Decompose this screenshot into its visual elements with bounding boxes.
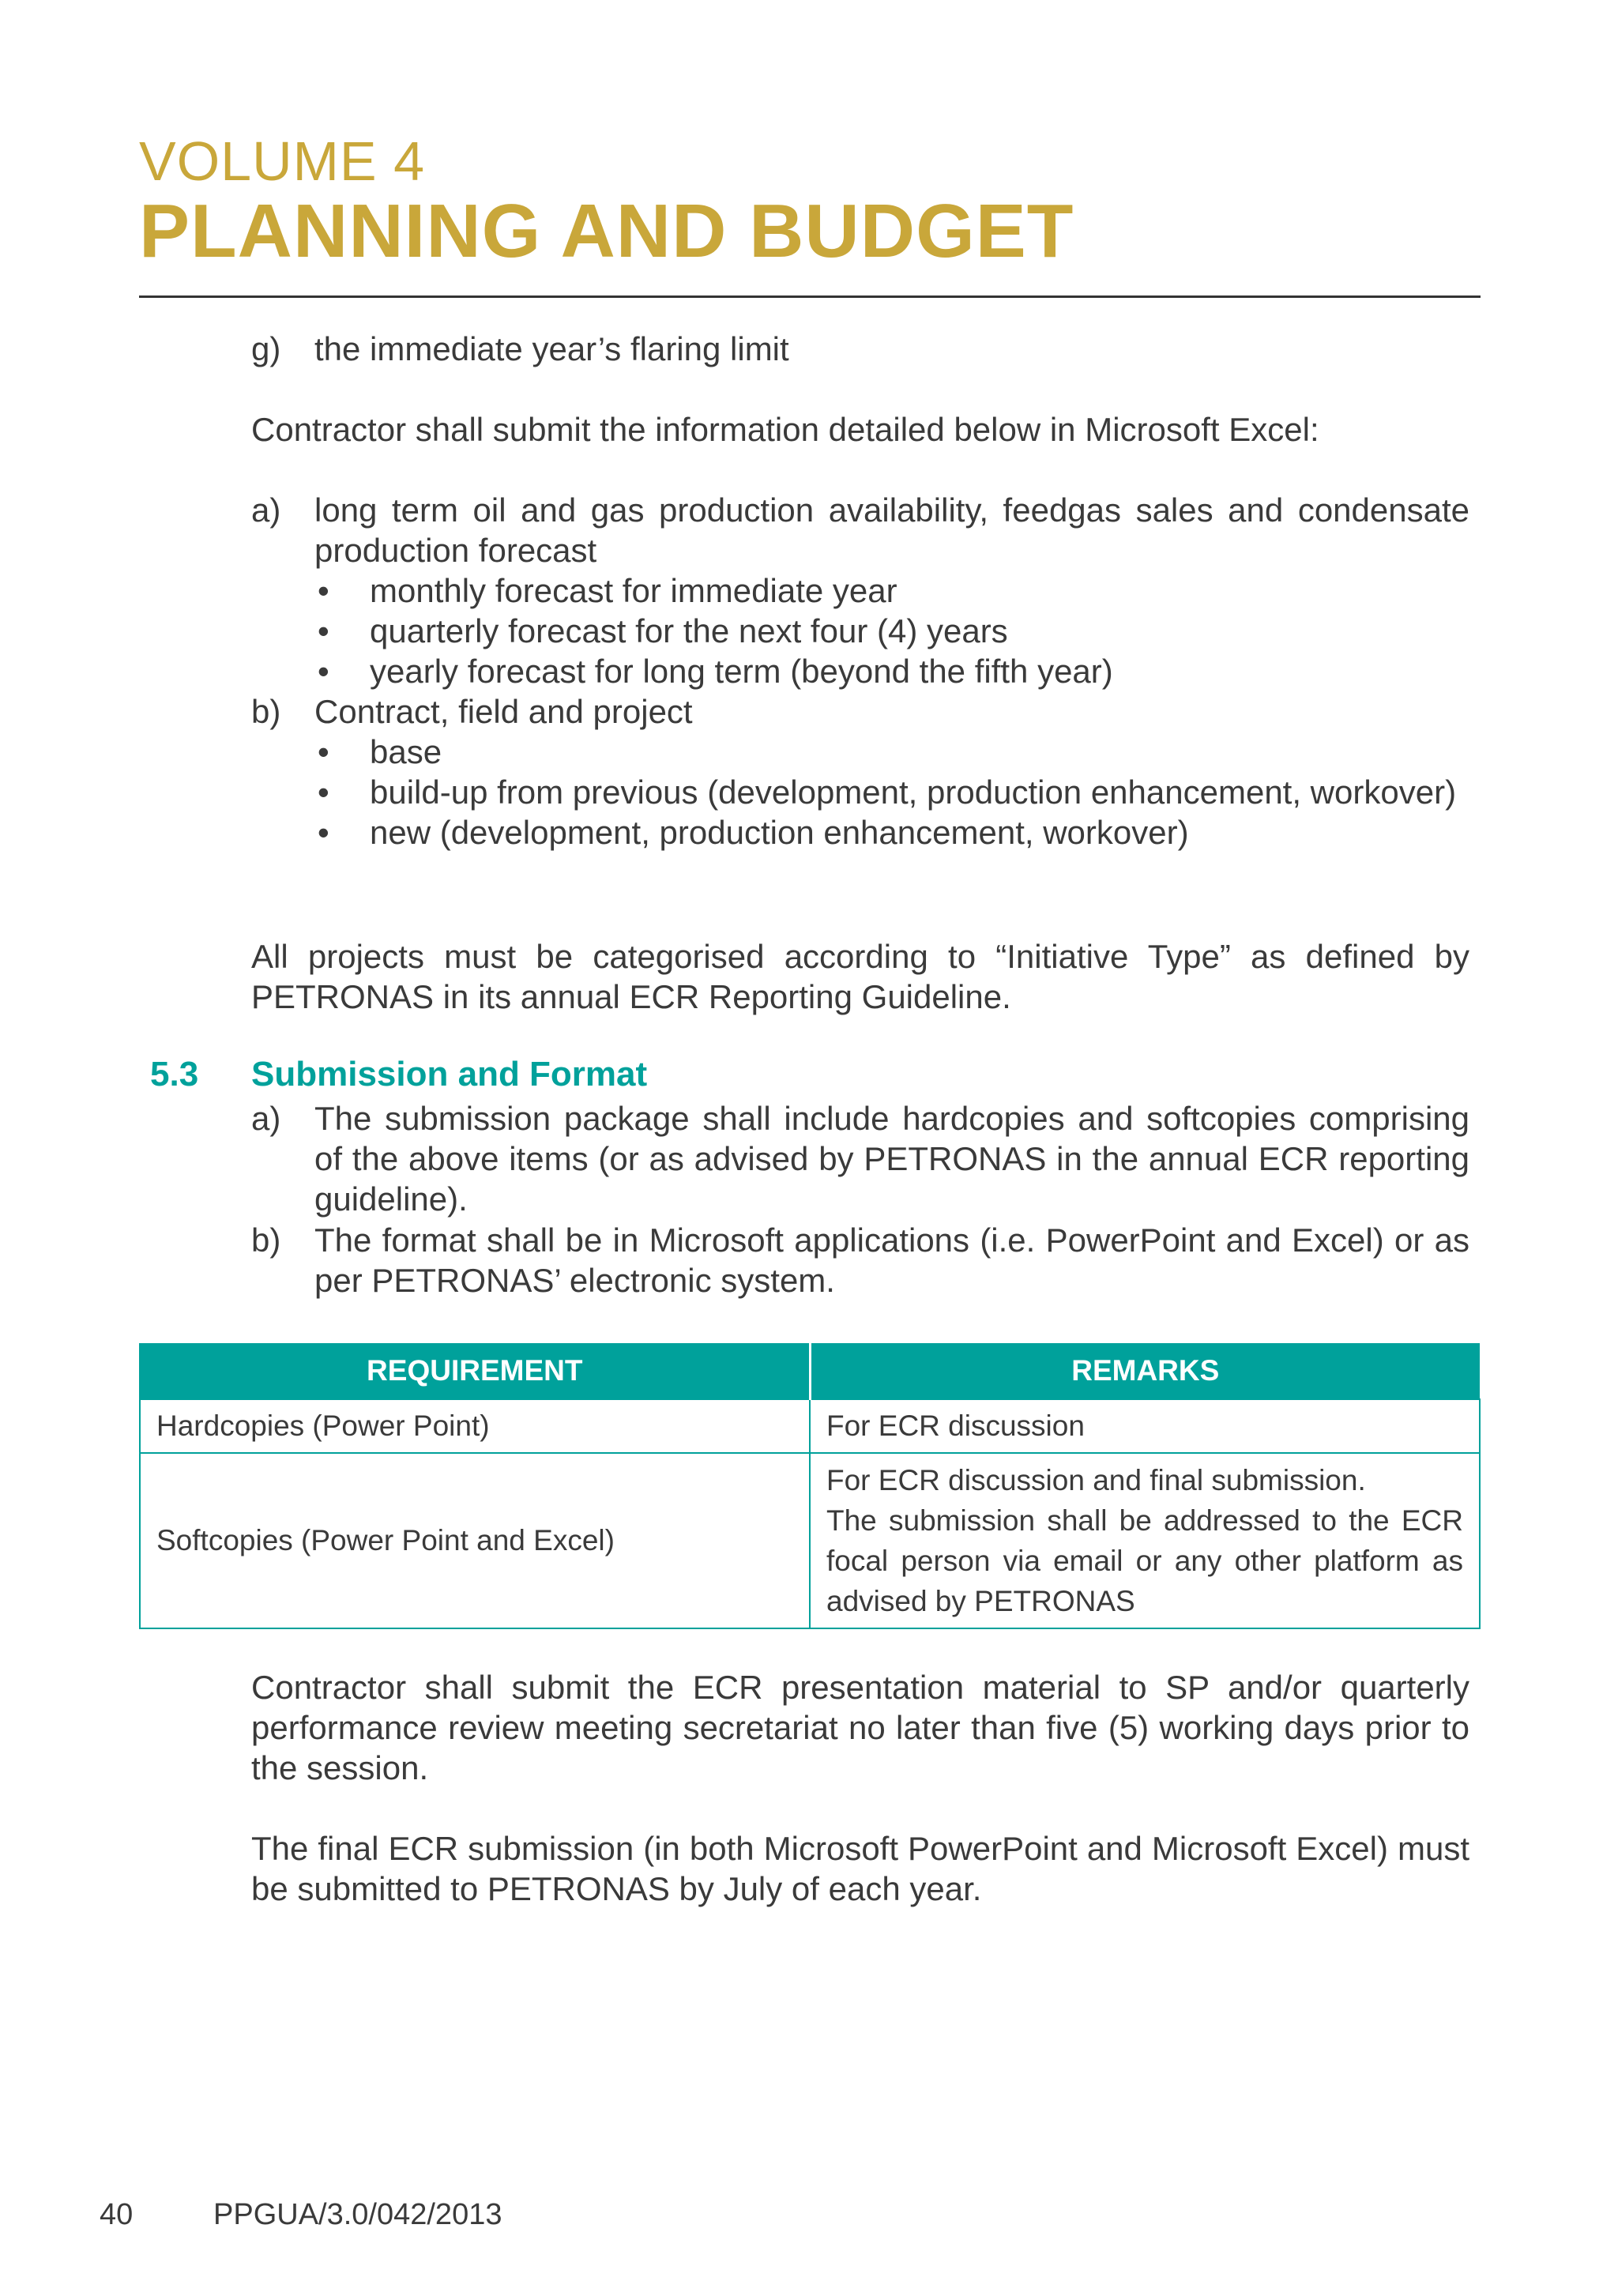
bullet-item: • monthly forecast for immediate year bbox=[318, 572, 897, 609]
list-label: b) bbox=[251, 1221, 281, 1259]
requirements-table bbox=[139, 1343, 1481, 1629]
bullet-icon: • bbox=[318, 653, 329, 690]
column-header-remarks: REMARKS bbox=[810, 1343, 1480, 1399]
page-number: 40 bbox=[100, 2198, 134, 2231]
list-item-g bbox=[251, 329, 1469, 369]
list-label: a) bbox=[251, 1100, 281, 1137]
categorise-statement: All projects must be categorised according to “Initiative Type” as defined by PETRONAS in its annual ECR Reporting Guideline. bbox=[251, 938, 1469, 1015]
table-row bbox=[140, 1399, 1480, 1453]
remarks-cell bbox=[810, 1453, 1480, 1628]
list-label: a) bbox=[251, 491, 281, 529]
list-item-a bbox=[251, 490, 1469, 570]
bullet-icon: • bbox=[318, 733, 329, 770]
volume-title: PLANNING AND BUDGET bbox=[139, 189, 1074, 273]
closing-paragraph-2: The final ECR submission (in both Microsoft PowerPoint and Microsoft Excel) must be submitted to PETRONAS by July of each year. bbox=[251, 1830, 1469, 1907]
column-header-requirement: REQUIREMENT bbox=[140, 1343, 810, 1399]
bullet-icon: • bbox=[318, 773, 329, 811]
document-code: PPGUA/3.0/042/2013 bbox=[213, 2198, 502, 2231]
list-text: The format shall be in Microsoft applications (i.e. PowerPoint and Excel) or as per PETRONAS’ electronic system. bbox=[314, 1221, 1469, 1299]
table-header-row bbox=[140, 1343, 1480, 1399]
closing-paragraph-1: Contractor shall submit the ECR presentation material to SP and/or quarterly performance review meeting secretariat no later than five (5) working days prior to the session. bbox=[251, 1669, 1469, 1786]
remarks-line: The submission shall be addressed to the ECR focal person via email or any other platform as advised by PETRONAS bbox=[826, 1504, 1463, 1617]
item-a-bullets bbox=[251, 570, 1469, 691]
remarks-line: For ECR discussion and final submission. bbox=[826, 1464, 1366, 1496]
requirement-cell: Hardcopies (Power Point) bbox=[140, 1399, 810, 1453]
list-text: long term oil and gas production availability, feedgas sales and condensate production forecast bbox=[314, 491, 1469, 569]
excel-statement: Contractor shall submit the information detailed below in Microsoft Excel: bbox=[251, 411, 1319, 448]
section-number: 5.3 bbox=[150, 1055, 199, 1093]
table-row bbox=[140, 1453, 1480, 1628]
section-item-b bbox=[251, 1220, 1469, 1300]
list-label: b) bbox=[251, 693, 281, 730]
list-text: The submission package shall include hardcopies and softcopies comprising of the above items (or as advised by PETRONAS in the annual ECR reporting guideline). bbox=[314, 1100, 1469, 1218]
bullet-item: • base bbox=[318, 733, 442, 770]
bullet-icon: • bbox=[318, 814, 329, 851]
bullet-icon: • bbox=[318, 572, 329, 609]
bullet-icon: • bbox=[318, 612, 329, 649]
bullet-item: • quarterly forecast for the next four (4) years bbox=[318, 612, 1008, 649]
list-label: g) bbox=[251, 330, 281, 367]
bullet-item: • build-up from previous (development, production enhancement, workover) bbox=[318, 773, 1457, 811]
volume-label: VOLUME 4 bbox=[139, 130, 425, 192]
bullet-item: • yearly forecast for long term (beyond the fifth year) bbox=[318, 653, 1113, 690]
item-b-bullets bbox=[251, 732, 1469, 853]
requirement-cell: Softcopies (Power Point and Excel) bbox=[140, 1453, 810, 1628]
remarks-cell: For ECR discussion bbox=[810, 1399, 1480, 1453]
bullet-item: • new (development, production enhancement, workover) bbox=[318, 814, 1189, 851]
header-divider bbox=[139, 295, 1481, 298]
list-item-b bbox=[251, 691, 1469, 732]
section-title: Submission and Format bbox=[251, 1055, 648, 1093]
section-item-a bbox=[251, 1098, 1469, 1219]
list-text: Contract, field and project bbox=[314, 693, 693, 730]
list-text: the immediate year’s flaring limit bbox=[314, 330, 789, 367]
